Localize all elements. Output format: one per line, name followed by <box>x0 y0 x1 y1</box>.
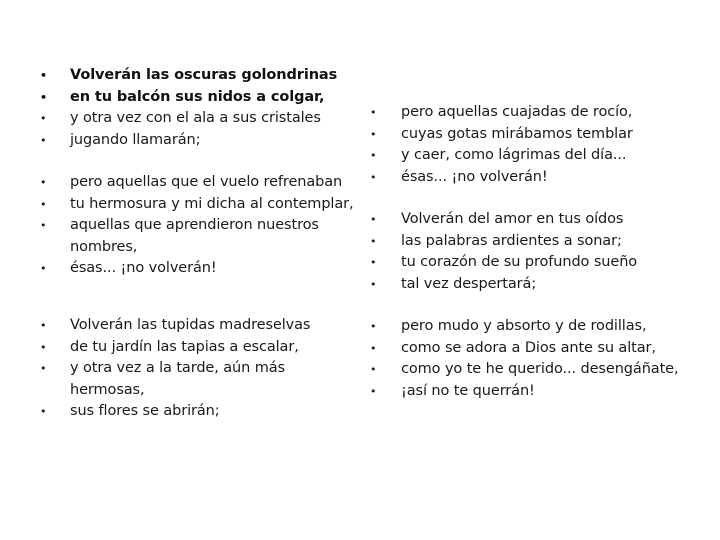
verse-line: • sus flores se abrirán; <box>40 401 358 423</box>
verse-line: • y otra vez a la tarde, aún más hermosas, <box>40 358 358 401</box>
verse-line: • tu corazón de su profundo sueño <box>370 252 715 274</box>
verse-line: • Volverán las tupidas madreselvas <box>40 315 358 337</box>
verse-line: • Volverán del amor en tus oídos <box>370 209 715 231</box>
verse-line: • pero aquellas que el vuelo refrenaban <box>40 172 358 194</box>
stanza <box>370 316 715 402</box>
stanza <box>40 315 358 423</box>
stanza <box>40 65 358 151</box>
verse-line: • cuyas gotas mirábamos temblar <box>370 124 715 146</box>
verse-line: • y otra vez con el ala a sus cristales <box>40 108 358 130</box>
verse-line: • aquellas que aprendieron nuestros nombres, <box>40 215 358 258</box>
verse-line: • de tu jardín las tapias a escalar, <box>40 337 358 359</box>
verse-line: • jugando llamarán; <box>40 130 358 152</box>
verse-line: • como se adora a Dios ante su altar, <box>370 338 715 360</box>
verse-line: • pero aquellas cuajadas de rocío, <box>370 102 715 124</box>
stanza <box>370 102 715 188</box>
stanza <box>370 209 715 295</box>
verse-line: • en tu balcón sus nidos a colgar, <box>40 87 358 109</box>
verse-line: • y caer, como lágrimas del día... <box>370 145 715 167</box>
verse-line: • ¡así no te querrán! <box>370 381 715 403</box>
verse-line: • pero mudo y absorto y de rodillas, <box>370 316 715 338</box>
stanza <box>40 172 358 280</box>
verse-line: • ésas... ¡no volverán! <box>370 167 715 189</box>
verse-line: • tu hermosura y mi dicha al contemplar, <box>40 194 358 216</box>
verse-line: • como yo te he querido... desengáñate, <box>370 359 715 381</box>
verse-line: • tal vez despertará; <box>370 274 715 296</box>
verse-line: • las palabras ardientes a sonar; <box>370 231 715 253</box>
verse-line: • ésas... ¡no volverán! <box>40 258 358 280</box>
verse-line: • Volverán las oscuras golondrinas <box>40 65 358 87</box>
